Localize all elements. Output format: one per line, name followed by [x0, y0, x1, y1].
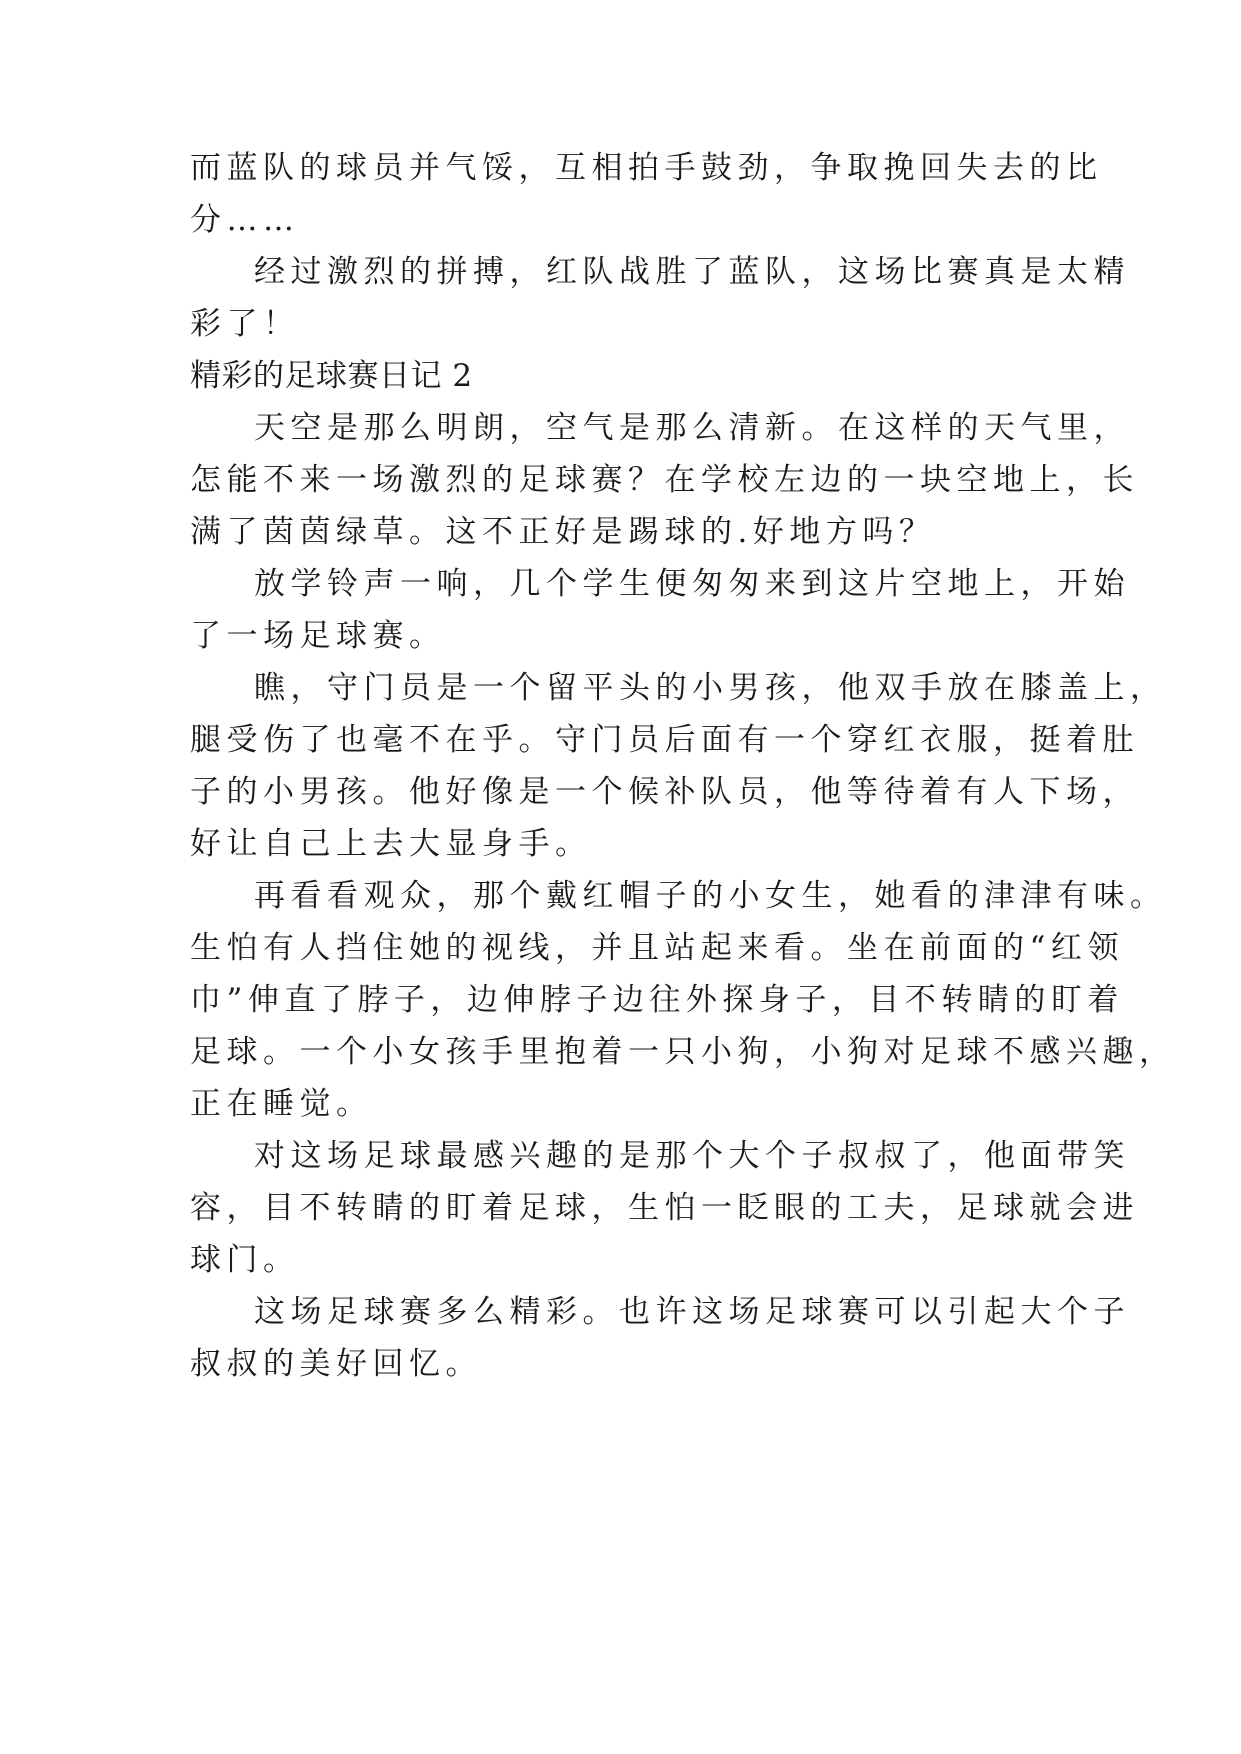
paragraph-first-line: 瞧，守门员是一个留平头的小男孩，他双手放在膝盖上，	[254, 670, 1167, 706]
text-line: 而蓝队的球员并气馁，互相拍手鼓劲，争取挽回失去的比	[190, 150, 1103, 186]
text-line: 巾”伸直了脖子，边伸脖子边往外探身子，目不转睛的盯着	[190, 982, 1124, 1018]
text-line: 怎能不来一场激烈的足球赛？在学校左边的一块空地上，长	[190, 462, 1139, 498]
paragraph-first-line: 天空是那么明朗，空气是那么清新。在这样的天气里，	[254, 410, 1130, 446]
text-line: 满了茵茵绿草。这不正好是踢球的.好地方吗？	[190, 514, 936, 550]
text-line: 好让自己上去大显身手。	[190, 826, 592, 862]
text-line: 分……	[190, 202, 300, 238]
paragraph-first-line: 经过激烈的拼搏，红队战胜了蓝队，这场比赛真是太精	[254, 254, 1130, 290]
text-line: 容，目不转睛的盯着足球，生怕一眨眼的工夫，足球就会进	[190, 1190, 1139, 1226]
text-line: 球门。	[190, 1242, 300, 1278]
text-line: 彩了！	[190, 306, 300, 342]
text-line: 了一场足球赛。	[190, 618, 446, 654]
paragraph-first-line: 再看看观众，那个戴红帽子的小女生，她看的津津有味。	[254, 878, 1167, 914]
text-line: 子的小男孩。他好像是一个候补队员，他等待着有人下场，	[190, 774, 1139, 810]
text-line: 腿受伤了也毫不在乎。守门员后面有一个穿红衣服，挺着肚	[190, 722, 1139, 758]
text-line: 足球。一个小女孩手里抱着一只小狗，小狗对足球不感兴趣，	[190, 1034, 1176, 1070]
paragraph-first-line: 放学铃声一响，几个学生便匆匆来到这片空地上，开始	[254, 566, 1130, 602]
section-heading: 精彩的足球赛日记 2	[190, 358, 473, 394]
text-line: 生怕有人挡住她的视线，并且站起来看。坐在前面的“红领	[190, 930, 1124, 966]
text-line: 叔叔的美好回忆。	[190, 1346, 482, 1382]
text-line: 正在睡觉。	[190, 1086, 373, 1122]
paragraph-first-line: 这场足球赛多么精彩。也许这场足球赛可以引起大个子	[254, 1294, 1130, 1330]
paragraph-first-line: 对这场足球最感兴趣的是那个大个子叔叔了，他面带笑	[254, 1138, 1130, 1174]
